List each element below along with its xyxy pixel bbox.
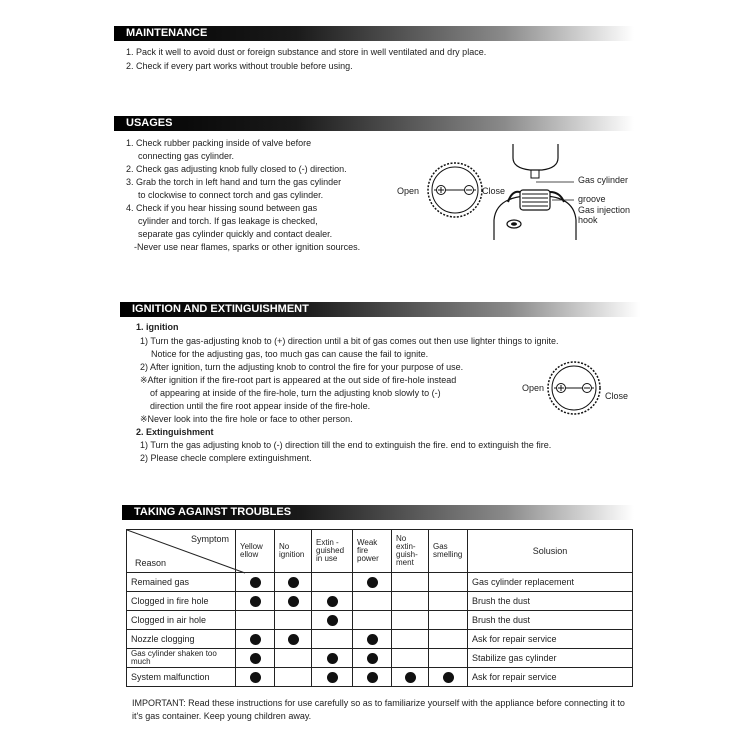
col-weak-fire: Weak fire power — [353, 530, 392, 573]
symptom-cell — [236, 592, 275, 611]
symptom-cell — [353, 649, 392, 668]
col-extinguished: Extin -guished in use — [312, 530, 353, 573]
symptom-cell — [236, 630, 275, 649]
troubles-table — [126, 529, 633, 687]
symptom-cell — [353, 668, 392, 687]
table-row — [127, 611, 633, 630]
groove-label: groove — [578, 194, 606, 204]
bullet-mark — [327, 653, 338, 664]
ignition-line: of appearing at inside of the fire-hole, turn the adjusting knob slowly to (-) — [150, 388, 441, 398]
symptom-cell — [392, 592, 429, 611]
bullet-mark — [327, 672, 338, 683]
solution-cell: Ask for repair service — [468, 630, 633, 649]
ignition-line: Notice for the adjusting gas, too much gas can cause the fail to ignite. — [151, 349, 429, 359]
symptom-cell — [429, 573, 468, 592]
symptom-cell — [275, 630, 312, 649]
bullet-mark — [288, 596, 299, 607]
symptom-cell — [236, 573, 275, 592]
table-row — [127, 630, 633, 649]
usages-line: 4. Check if you hear hissing sound between gas — [126, 203, 318, 213]
reason-cell: Nozzle clogging — [127, 630, 236, 649]
ignition-line: 2) After ignition, turn the adjusting knob to control the fire for your purpose of use. — [140, 362, 464, 372]
symptom-cell — [353, 573, 392, 592]
symptom-cell — [275, 573, 312, 592]
ignition-line: ※Never look into the fire hole or face to other person. — [140, 414, 353, 424]
solution-cell: Brush the dust — [468, 592, 633, 611]
symptom-label: Symptom — [190, 534, 229, 544]
symptom-cell — [392, 649, 429, 668]
bullet-mark — [443, 672, 454, 683]
usages-line: to clockwise to connect torch and gas cylinder. — [138, 190, 324, 200]
troubles-header: TAKING AGAINST TROUBLES — [122, 505, 634, 520]
symptom-cell — [275, 668, 312, 687]
usages-line: 3. Grab the torch in left hand and turn the gas cylinder — [126, 177, 342, 187]
col-yellow: Yellow ellow — [236, 530, 275, 573]
reason-cell: Clogged in air hole — [127, 611, 236, 630]
table-row — [127, 573, 633, 592]
symptom-cell — [392, 611, 429, 630]
symptom-cell — [353, 611, 392, 630]
table-row — [127, 592, 633, 611]
usages-line: connecting gas cylinder. — [138, 151, 235, 161]
solution-cell: Brush the dust — [468, 611, 633, 630]
symptom-cell — [392, 630, 429, 649]
symptom-cell — [429, 630, 468, 649]
symptom-cell — [275, 611, 312, 630]
symptom-cell — [429, 649, 468, 668]
hook-label: Gas injection — [578, 205, 631, 215]
maintenance-header: MAINTENANCE — [114, 26, 634, 41]
bullet-mark — [367, 577, 378, 588]
symptom-cell — [236, 668, 275, 687]
symptom-cell — [353, 592, 392, 611]
ignition-subheading: 1. ignition — [136, 322, 179, 332]
usages-line: -Never use near flames, sparks or other ignition sources. — [134, 242, 361, 252]
usages-line: 2. Check gas adjusting knob fully closed to (-) direction. — [126, 164, 347, 174]
knob-open-label: Open — [397, 186, 420, 196]
maintenance-item-2: 2. Check if every part works without trouble before using. — [126, 61, 353, 71]
symptom-cell — [353, 630, 392, 649]
ignition-line: direction until the fire root appear inside of the fire-hole. — [150, 401, 371, 411]
symptom-cell — [429, 611, 468, 630]
extinguishment-line: 2) Please checle complere extinguishment. — [140, 453, 312, 463]
table-row — [127, 668, 633, 687]
symptom-cell — [312, 592, 353, 611]
solution-cell: Gas cylinder replacement — [468, 573, 633, 592]
ignition-knob-diagram — [542, 358, 606, 418]
symptom-cell — [429, 592, 468, 611]
col-solution: Solusion — [468, 530, 633, 573]
symptom-cell — [312, 611, 353, 630]
bullet-mark — [250, 577, 261, 588]
symptom-cell — [312, 573, 353, 592]
reason-label: Reason — [135, 558, 167, 568]
bullet-mark — [405, 672, 416, 683]
bullet-mark — [288, 634, 299, 645]
bullet-mark — [367, 672, 378, 683]
ignition-close-label: Close — [605, 391, 629, 401]
symptom-cell — [312, 668, 353, 687]
symptom-cell — [429, 668, 468, 687]
ignition-header: IGNITION AND EXTINGUISHMENT — [120, 302, 640, 317]
extinguishment-subheading: 2. Extinguishment — [136, 427, 214, 437]
ignition-line: ※After ignition if the fire-root part is appeared at the out side of fire-hole instead — [140, 375, 457, 385]
bullet-mark — [367, 634, 378, 645]
bullet-mark — [327, 615, 338, 626]
symptom-reason-cell — [127, 530, 236, 573]
solution-cell: Ask for repair service — [468, 668, 633, 687]
usages-header: USAGES — [114, 116, 634, 131]
bullet-mark — [250, 672, 261, 683]
bullet-mark — [288, 577, 299, 588]
solution-cell: Stabilize gas cylinder — [468, 649, 633, 668]
symptom-cell — [312, 649, 353, 668]
table-row — [127, 649, 633, 668]
bullet-mark — [250, 634, 261, 645]
reason-cell: Clogged in fire hole — [127, 592, 236, 611]
gas-cylinder-label: Gas cylinder — [578, 175, 629, 185]
symptom-cell — [275, 649, 312, 668]
usages-line: 1. Check rubber packing inside of valve before — [126, 138, 312, 148]
maintenance-item-1: 1. Pack it well to avoid dust or foreign substance and store in well ventilated and dry place. — [126, 47, 487, 57]
reason-cell: System malfunction — [127, 668, 236, 687]
reason-cell: Remained gas — [127, 573, 236, 592]
bullet-mark — [250, 653, 261, 664]
col-no-extinguish: No extin- guish- ment — [392, 530, 429, 573]
usages-line: separate gas cylinder quickly and contact dealer. — [138, 229, 333, 239]
symptom-cell — [236, 649, 275, 668]
hook-label-2: hook — [578, 215, 598, 225]
bullet-mark — [250, 596, 261, 607]
symptom-cell — [312, 630, 353, 649]
col-gas-smelling: Gas smelling — [429, 530, 468, 573]
knob-close-label: Close — [482, 186, 506, 196]
ignition-open-label: Open — [522, 383, 545, 393]
bullet-mark — [367, 653, 378, 664]
extinguishment-line: 1) Turn the gas adjusting knob to (-) direction till the end to extinguish the fire. end to extinguish the fire. — [140, 440, 552, 450]
reason-cell: Gas cylinder shaken too much — [127, 649, 236, 668]
gas-cylinder-diagram — [490, 140, 580, 242]
knob-diagram — [420, 160, 490, 220]
symptom-cell — [236, 611, 275, 630]
symptom-cell — [392, 573, 429, 592]
symptom-cell — [392, 668, 429, 687]
ignition-line: 1) Turn the gas-adjusting knob to (+) direction until a bit of gas comes out then use lighter things to ignite. — [140, 336, 559, 346]
col-no-ignition: No ignition — [275, 530, 312, 573]
important-note: IMPORTANT: Read these instructions for use carefully so as to familiarize yourself with the appliance before connecting it to it's gas container. Keep young children away. — [132, 698, 625, 721]
bullet-mark — [327, 596, 338, 607]
symptom-cell — [275, 592, 312, 611]
usages-line: cylinder and torch. If gas leakage is checked, — [138, 216, 318, 226]
